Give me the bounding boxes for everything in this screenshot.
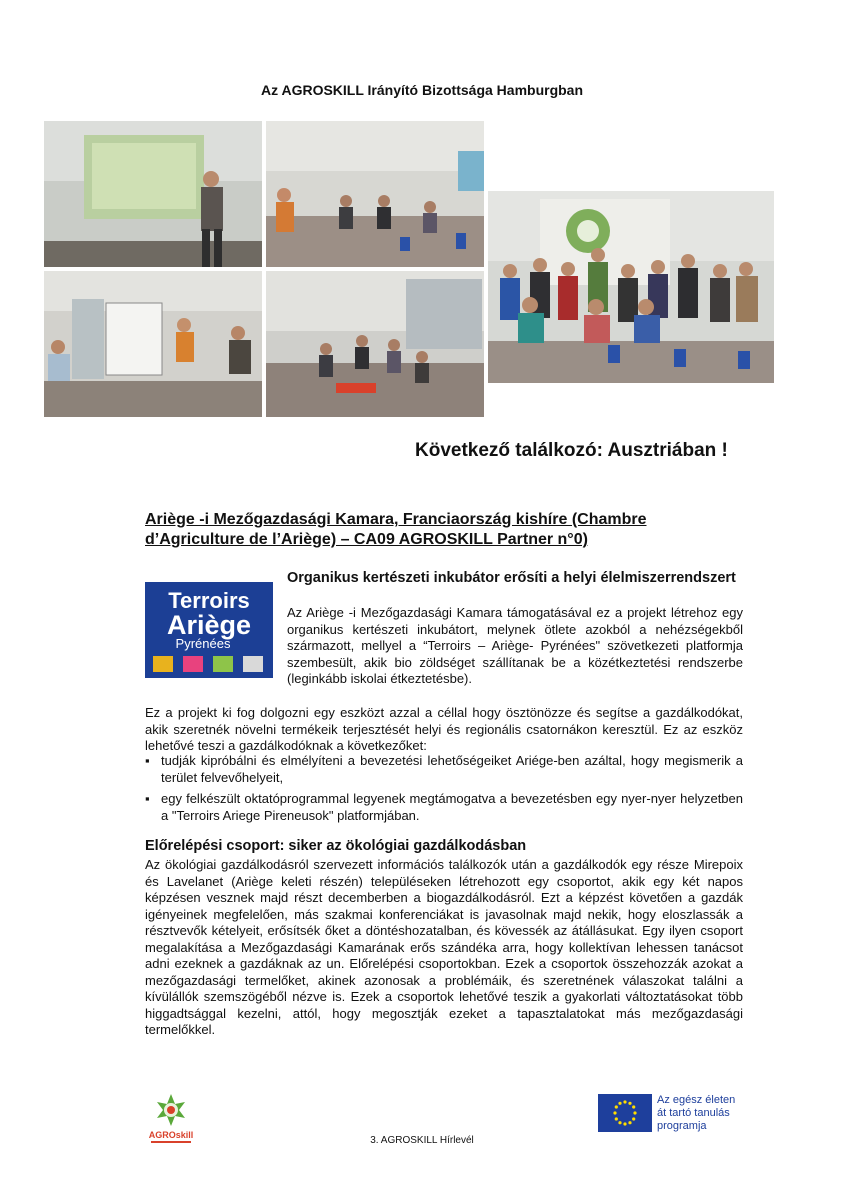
eu-text-line1: Az egész életen: [657, 1094, 736, 1106]
logo-line2: Ariège: [166, 610, 252, 640]
progress-group-paragraph: Az ökológiai gazdálkodásról szervezett információs találkozók után a gazdálkodók egy része Mirepoix és Lavelanet (Ariège keleti részén) településeken létrehozott egy csoportot, akik egy két napos képzésen vesznek majd részt decemberben a biogazdálkodásról. Ezt a képzést követően a gazdák igényeinek megfelelően, más szakmai konferenciákat is javasolnak majd nekik, hogy eloszlassák a résztvevők kételyeit, erősítsék őket a döntéshozatalban, és kövessék az átállásukat. Egy ilyen csoport megalakítása a Mezőgazdasági Kamarának erős szándéka arra, hogy kollektívan lehessen tanácsot adni ezeknek a gazdáknak az un. Előrelépési csoportokban. Ezek a csoportok összehozzák azokat a mezőgazdasági termelőket, akinek azonosak a problémáik, és szeretnének válaszokat találni a kívülállók szemszögéből nézve is. Ezek a csoportok lehetővé teszik a gyakorlati változtatásokat több higgadtsággal kezelni, attól, hogy megosztják ezeket a tapasztalatokat más mezőgazdasági termelőkkel.: [145, 857, 743, 1037]
eu-text-line3: programja: [657, 1120, 707, 1132]
incubator-intro: Az Ariège -i Mezőgazdasági Kamara támogatásával ez a projekt létrehoz egy organikus kertészeti inkubátort, melynek ötlete azokból a nehézségekből származott, mellyel a “Terroirs – Ariège- Pyrénées" szövetkezeti platformja szembesült, akik bio zöldséget szállítanak be a közétkeztetési rendszerbe (leginkább iskolai étkeztetésbe).: [287, 605, 743, 686]
meeting-photo-flipchart: [44, 271, 262, 417]
meeting-photo-table-1: [266, 121, 484, 267]
meeting-photo-presentation: [44, 121, 262, 267]
meeting-photo-table-2: [266, 271, 484, 417]
bullet-list: [145, 753, 743, 829]
eu-flag: [598, 1094, 652, 1132]
next-meeting-heading: Következő találkozó: Ausztriában !: [415, 440, 728, 461]
bullet-mark: ▪: [145, 753, 150, 768]
bullet-text: egy felkészült oktatóprogrammal legyenek megtámogatva a bevezetésben egy nyer-nyer helyzetben a "Terroirs Ariege Pireneusok" platformjában.: [161, 791, 743, 823]
footer-newsletter: 3. AGROSKILL Hírlevél: [370, 1135, 474, 1146]
group-photo: [488, 191, 774, 383]
eu-text-line2: át tartó tanulás: [657, 1107, 730, 1119]
incubator-title: Organikus kertészeti inkubátor erősíti a helyi élelmiszerrendszert: [287, 570, 736, 586]
bullet-mark: ▪: [145, 791, 150, 806]
eu-programme-text: [657, 1094, 735, 1133]
logo-line1: Terroirs: [168, 588, 250, 613]
progress-group-title: Előrelépési csoport: siker az ökológiai gazdálkodásban: [145, 838, 527, 854]
list-item: [145, 791, 743, 824]
tool-paragraph: Ez a projekt ki fog dolgozni egy eszközt azzal a céllal hogy ösztönözze és segítse a gazdálkodókat, akik szeretnék növelni termékeik terjesztését helyi és regionális csatornákon keresztül. Ez az eszköz lehetővé teszi a gazdálkodóknak a következőket:: [145, 705, 743, 753]
agroskill-logo-text: AGROskill: [148, 1130, 194, 1140]
section-title: Ariège -i Mezőgazdasági Kamara, Franciaország kishíre (Chambre d’Agriculture de l’Ariège) – CA09 AGROSKILL Partner n°0): [145, 511, 647, 548]
page-heading: Az AGROSKILL Irányító Bizottsága Hamburgban: [260, 82, 584, 98]
bullet-text: tudják kipróbálni és elmélyíteni a bevezetési lehetőségeiket Ariége-ben azáltal, hogy megismerik a terület felvevőhelyeit,: [161, 753, 743, 785]
logo-line3: Pyrénées: [175, 636, 231, 651]
list-item: [145, 753, 743, 786]
terroirs-ariege-logo: [145, 582, 273, 678]
